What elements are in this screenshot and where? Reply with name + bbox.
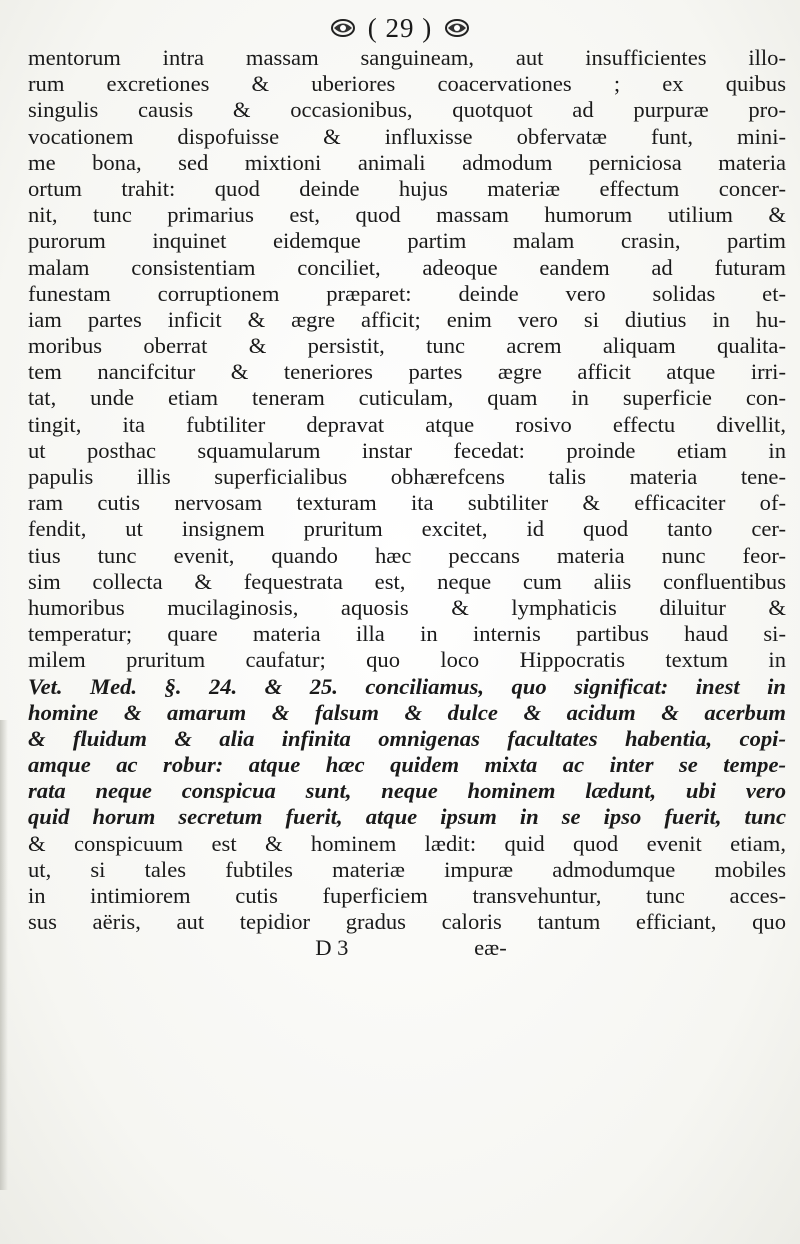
catchword: eæ- bbox=[474, 935, 507, 961]
body-text bbox=[28, 45, 786, 962]
text-line: humoribus mucilaginosis, aquosis & lymphaticis diluitur & bbox=[28, 594, 786, 620]
text-line: malam consistentiam conciliet, adeoque eandem ad futuram bbox=[28, 254, 786, 280]
page-number: ( 29 ) bbox=[367, 12, 433, 43]
text-line: tingit, ita fubtiliter depravat atque rosivo effectu divellit, bbox=[28, 411, 786, 437]
page-footer bbox=[28, 935, 786, 961]
text-line: iam partes inficit & ægre afficit; enim vero si diutius in hu- bbox=[28, 306, 786, 332]
text-line: ortum trahit: quod deinde hujus materiæ effectum concer- bbox=[28, 175, 786, 201]
text-line: ram cutis nervosam texturam ita subtiliter & efficaciter of- bbox=[28, 490, 786, 516]
text-line: purorum inquinet eidemque partim malam crasin, partim bbox=[28, 228, 786, 254]
text-line: temperatur; quare materia illa in internis partibus haud si- bbox=[28, 621, 786, 647]
text-line: tem nancifcitur & teneriores partes ægre afficit atque irri- bbox=[28, 359, 786, 385]
text-line: sus aëris, aut tepidior gradus caloris tantum efficiant, quo bbox=[28, 909, 786, 935]
text-line: ut posthac squamularum instar fecedat: proinde etiam in bbox=[28, 437, 786, 463]
fleuron-ornament-icon bbox=[444, 17, 470, 39]
page-header bbox=[0, 12, 800, 44]
text-line: vocationem dispofuisse & influxisse obfervatæ funt, mini- bbox=[28, 123, 786, 149]
text-line-italic: rata neque conspicua sunt, neque hominem lædunt, ubi vero bbox=[28, 778, 786, 804]
text-line: in intimiorem cutis fuperficiem transvehuntur, tunc acces- bbox=[28, 883, 786, 908]
text-line: rum excretiones & uberiores coacervationes ; ex quibus bbox=[28, 71, 786, 97]
text-line-italic: & fluidum & alia infinita omnigenas facultates habentia, copi- bbox=[28, 725, 786, 751]
binding-shadow bbox=[0, 720, 8, 1190]
text-line-italic: amque ac robur: atque hæc quidem mixta ac inter se tempe- bbox=[28, 752, 786, 778]
text-line-italic: Vet. Med. §. 24. & 25. conciliamus, quo significat: inest in bbox=[28, 673, 786, 699]
text-line: me bona, sed mixtioni animali admodum perniciosa materia bbox=[28, 149, 786, 175]
text-line: ut, si tales fubtiles materiæ impuræ admodumque mobiles bbox=[28, 856, 786, 882]
text-line: tat, unde etiam teneram cuticulam, quam in superficie con- bbox=[28, 385, 786, 411]
text-line: tius tunc evenit, quando hæc peccans materia nunc feor- bbox=[28, 542, 786, 568]
text-line: moribus oberrat & persistit, tunc acrem aliquam qualita- bbox=[28, 333, 786, 359]
text-line: fendit, ut insignem pruritum excitet, id quod tanto cer- bbox=[28, 516, 786, 542]
fleuron-ornament-icon bbox=[330, 17, 356, 39]
text-line: papulis illis superficialibus obhærefcens talis materia tene- bbox=[28, 464, 786, 489]
text-line: milem pruritum caufatur; quo loco Hippocratis textum in bbox=[28, 647, 786, 673]
signature-mark: D 3 bbox=[315, 935, 349, 961]
text-line: sim collecta & fequestrata est, neque cum aliis confluentibus bbox=[28, 568, 786, 594]
text-line: mentorum intra massam sanguineam, aut insufficientes illo- bbox=[28, 45, 786, 70]
text-line-italic: homine & amarum & falsum & dulce & acidum & acerbum bbox=[28, 699, 786, 725]
text-line: singulis causis & occasionibus, quotquot ad purpuræ pro- bbox=[28, 97, 786, 123]
text-line: nit, tunc primarius est, quod massam humorum utilium & bbox=[28, 202, 786, 228]
text-line: funestam corruptionem præparet: deinde vero solidas et- bbox=[28, 280, 786, 306]
text-line: & conspicuum est & hominem lædit: quid quod evenit etiam, bbox=[28, 830, 786, 856]
text-line-italic: quid horum secretum fuerit, atque ipsum in se ipso fuerit, tunc bbox=[28, 804, 786, 830]
